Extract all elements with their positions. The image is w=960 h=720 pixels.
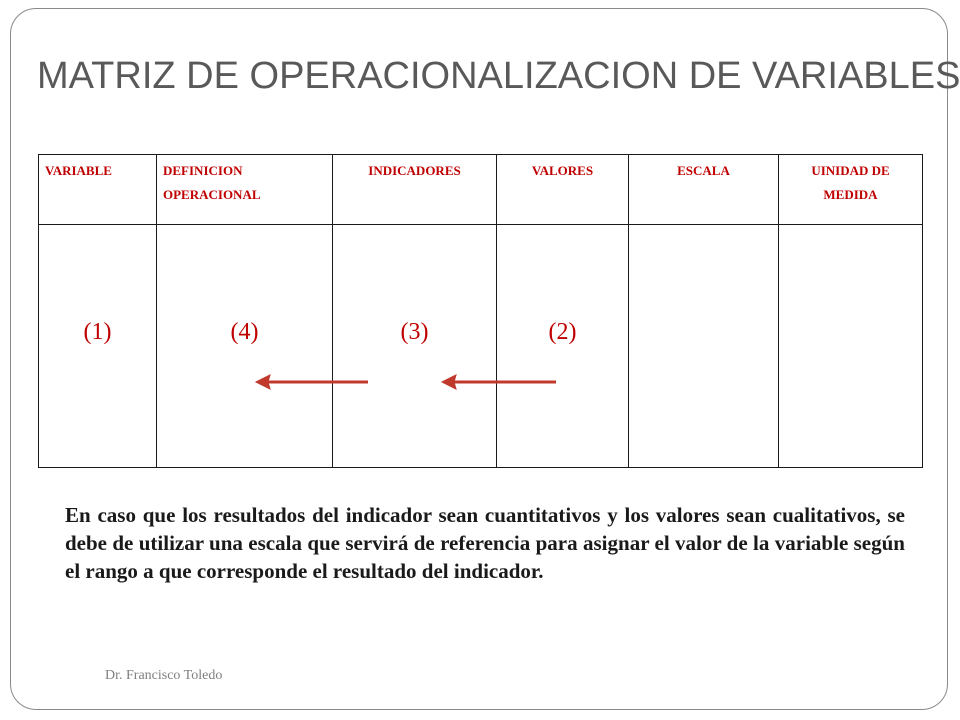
header-row bbox=[39, 155, 923, 225]
cell-definicion-operacional: (4) bbox=[157, 225, 333, 468]
header-escala-label: ESCALA bbox=[677, 163, 730, 178]
explanation-paragraph: En caso que los resultados del indicador sean cuantitativos y los valores sean cualitativos, se debe de utilizar una escala que servirá de referencia para asignar el valor de la variable según el rango a que corresponde el resultado del indicador. bbox=[65, 503, 905, 583]
header-definicion-operacional bbox=[157, 155, 333, 225]
header-valores bbox=[497, 155, 629, 225]
cell-variable: (1) bbox=[39, 225, 157, 468]
footer-author: Dr. Francisco Toledo bbox=[105, 668, 223, 683]
header-unidad-de-medida bbox=[779, 155, 923, 225]
header-variable-label: VARIABLE bbox=[45, 163, 112, 178]
cell-unidad-de-medida bbox=[779, 225, 923, 468]
cell-indicadores: (3) bbox=[333, 225, 497, 468]
table-row bbox=[39, 225, 923, 468]
header-definicion-operacional-label: DEFINICION OPERACIONAL bbox=[163, 163, 261, 202]
header-variable bbox=[39, 155, 157, 225]
header-valores-label: VALORES bbox=[531, 163, 594, 178]
header-indicadores bbox=[333, 155, 497, 225]
header-unidad-de-medida-label: UINIDAD DE MEDIDA bbox=[811, 163, 890, 202]
operationalization-matrix bbox=[38, 154, 923, 468]
header-indicadores-label: INDICADORES bbox=[368, 163, 461, 178]
header-escala bbox=[629, 155, 779, 225]
cell-valores: (2) bbox=[497, 225, 629, 468]
cell-escala bbox=[629, 225, 779, 468]
slide-title: MATRIZ DE OPERACIONALIZACION DE VARIABLES bbox=[37, 55, 960, 97]
